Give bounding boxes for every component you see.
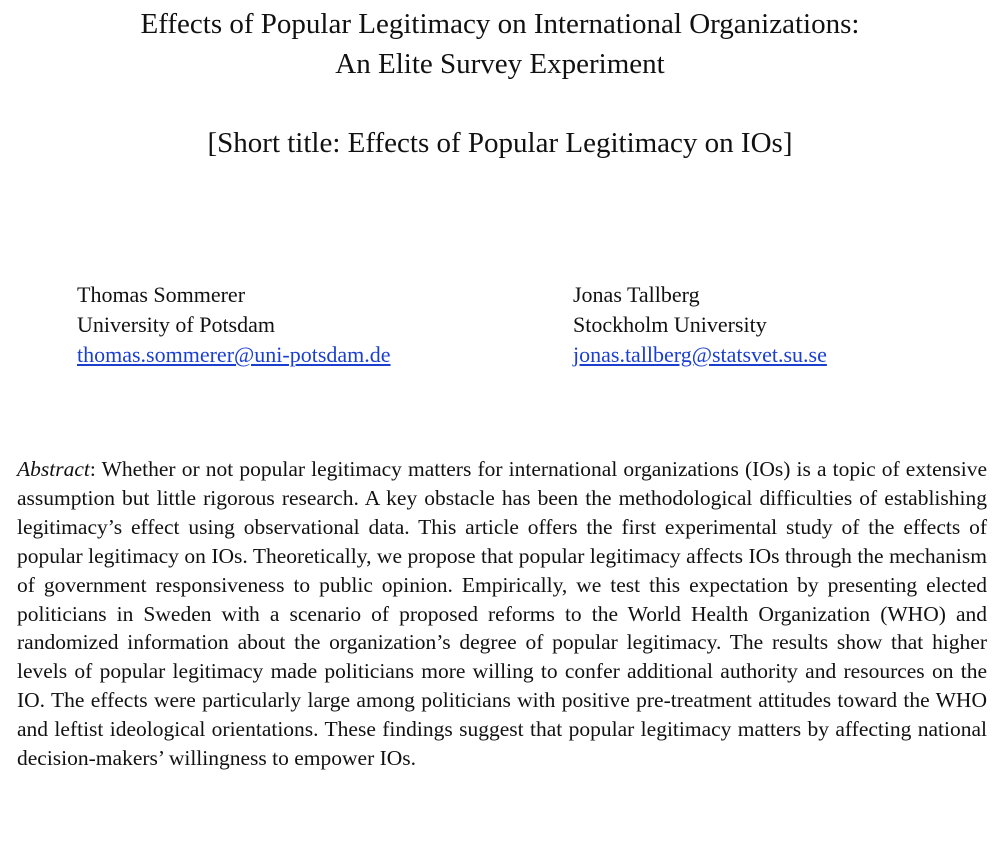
author-block-sommerer [77, 280, 391, 370]
paper-title-line-1: Effects of Popular Legitimacy on International Organizations: [140, 8, 860, 40]
author-name: Jonas Tallberg [573, 282, 700, 307]
abstract-label: Abstract [17, 457, 90, 481]
author-affiliation: Stockholm University [573, 312, 767, 337]
author-name: Thomas Sommerer [77, 282, 246, 307]
abstract-separator: : [89, 457, 102, 481]
short-title: [Short title: Effects of Popular Legitimacy on IOs] [207, 127, 793, 159]
abstract-text: Whether or not popular legitimacy matters for international organizations (IOs) is a topic of extensive assumption but little rigorous research. A key obstacle has been the methodological difficulties of establishing legitimacy’s effect using observational data. This article offers the first experimental study of the effects of popular legitimacy on IOs. Theoretically, we propose that popular legitimacy affects IOs through the mechanism of government responsiveness to public opinion. Empirically, we test this expectation by presenting elected politicians in Sweden with a scenario of proposed reforms to the World Health Organization (WHO) and randomized information about the organization’s degree of popular legitimacy. The results show that higher levels of popular legitimacy made politicians more willing to confer additional authority and resources on the IO. The effects were particularly large among politicians with positive pre-treatment attitudes toward the WHO and leftist ideological orientations. These findings suggest that popular legitimacy matters by affecting national decision-makers’ willingness to empower IOs. [17, 457, 987, 771]
author-affiliation: University of Potsdam [77, 312, 275, 337]
abstract-paragraph [17, 455, 987, 773]
paper-title-line-2: An Elite Survey Experiment [335, 48, 665, 80]
author-block-tallberg [573, 280, 827, 370]
author-email-link[interactable]: thomas.sommerer@uni-potsdam.de [77, 342, 391, 367]
author-email-link[interactable]: jonas.tallberg@statsvet.su.se [573, 342, 827, 367]
